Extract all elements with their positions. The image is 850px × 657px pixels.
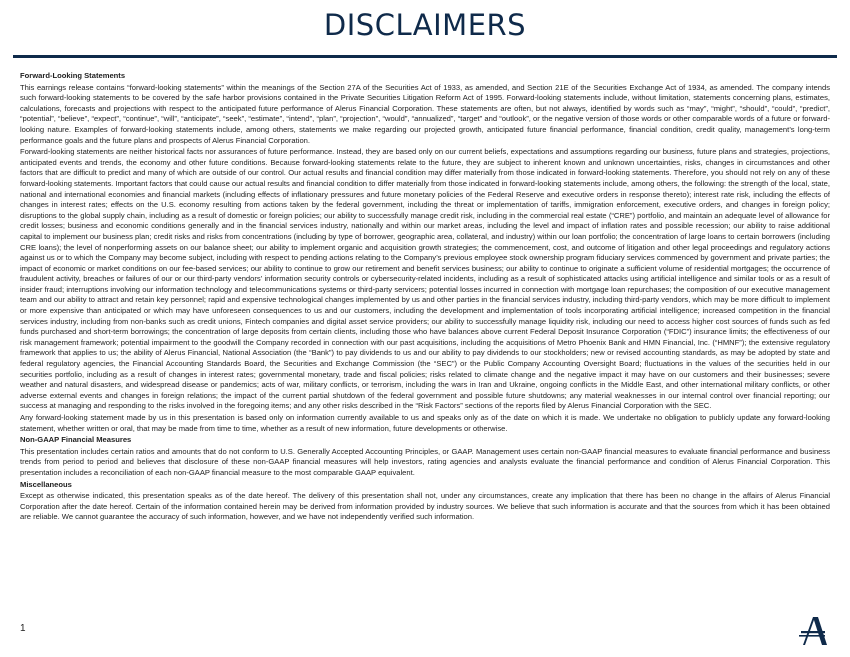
non-gaap-paragraph: This presentation includes certain ratios and amounts that do not conform to U.S. Generally Accepted Accounting Principles, or GAAP. Management uses certain non-GAAP financial measures to evaluate financial performance and business trends from period to period and believes that disclosure of these non-GAAP financial measures will help investors, rating agencies and analysts evaluate the financial performance and condition of Alerus Financial Corporation. This presentation includes a reconciliation of each non-GAAP financial measure to the most comparable GAAP equivalent. — [20, 446, 830, 477]
forward-looking-paragraph-1: This earnings release contains “forward-looking statements” within the meanings of the Section 27A of the Securities Act of 1933, as amended, and Section 21E of the Securities Exchange Act of 1934, as amended. The company intends such forward-looking statements to be covered by the safe harbor provisions contained in the Private Securities Litigation Reform Act of 1995. Forward-looking statements include, without limitation, statements concerning plans, estimates, calculations, forecasts and projections with respect to the anticipated future performance of Alerus Financial Corporation. These statements are often, but not always, identified by words such as “may”, “might”, “should”, “could”, “predict”, “potential”, “believe”, “expect”, “continue”, “will”, “anticipate”, “seek”, “estimate”, “intend”, “plan”, “projection”, “would”, “annualized”, “target” and “outlook”, or the negative version of those words or other comparable words of a future or forward-looking nature. Examples of forward-looking statements include, among others, statements we make regarding our projected growth, anticipated future financial performance, financial condition, credit quality, management’s long-term performance goals and the future plans and prospects of Alerus Financial Corporation. — [20, 82, 830, 145]
miscellaneous-heading: Miscellaneous — [20, 479, 72, 489]
forward-looking-paragraph-3: Any forward-looking statement made by us in this presentation is based only on information currently available to us and speaks only as of the date on which it is made. We undertake no obligation to publicly update any forward-looking statement, whether written or oral, that may be made from time to time, whether as a result of new information, future developments or otherwise. — [20, 413, 830, 433]
disclaimer-body — [20, 70, 830, 524]
miscellaneous-paragraph: Except as otherwise indicated, this presentation speaks as of the date hereof. The delivery of this presentation shall not, under any circumstances, create any implication that there has been no change in the affairs of Alerus Financial Corporation after the date hereof. Certain of the information contained herein may be derived from information provided by industry sources. We believe that such information is accurate and that the sources from which it has been obtained are reliable. We cannot guarantee the accuracy of such information, however, and we have not independently verified such information. — [20, 491, 830, 522]
forward-looking-paragraph-2: Forward-looking statements are neither historical facts nor assurances of future performance. Instead, they are based only on our current beliefs, expectations and assumptions regarding our business, future plans and strategies, projections, anticipated events and trends, the economy and other future conditions. Because forward-looking statements relate to the future, they are subject to inherent known and unknown uncertainties, risks, changes in circumstances and other factors that are difficult to predict and many of which are outside of our control. Our actual results and financial condition may differ materially from those indicated in forward-looking statements. Therefore, you should not rely on any of these forward-looking statements. Important factors that could cause our actual results and financial condition to differ materially from those indicated in forward-looking statements include, among others, the following: the strength of the local, state, national and international economies and financial markets (including effects of inflationary pressures and future monetary policies of the Federal Reserve and executive orders in response thereto); interest rate risk, including the effects of changes in interest rates; effects on the U.S. economy resulting from actions taken by the federal government, including the threat or implementation of tariffs, immigration enforcement, executive orders, and changes in foreign policy; disruptions to the global supply chain, including as a result of domestic or foreign policies; our ability to successfully manage credit risk, including in the commercial real estate (“CRE”) portfolio, and maintain an adequate level of allowance for credit losses; business and economic conditions generally and in the financial services industry, nationally and within our market areas, including the level and impact of inflation rates and possible recession; our ability to raise additional capital to implement our business plan; credit risks and risks from concentrations (including by type of borrower, geographic area, collateral, and industry) within our loan portfolio; the concentration of large loans to certain borrowers (including CRE loans); the level of nonperforming assets on our balance sheet; our ability to implement organic and acquisition growth strategies; the commencement, cost, and outcome of litigation and other legal proceedings and regulatory actions against us or to which the Company may become subject, including with respect to pending actions relating to the Company’s previous employee stock ownership program fiduciary services commenced by government and private parties; the impact of economic or market conditions on our fee-based services; our ability to continue to grow our retirement and benefit services business; our ability to continue to originate a sufficient volume of residential mortgages; the occurrence of fraudulent activity, breaches or failures of our or our third-party vendors’ information security controls or cybersecurity-related incidents, including as a result of sophisticated attacks using artificial intelligence and similar tools or as a result of insider fraud; interruptions involving our information technology and telecommunications systems or third-party servicers; potential losses incurred in connection with mortgage loan repurchases; the composition of our executive management team and our ability to attract and retain key personnel; rapid and expensive technological changes implemented by us and other parties in the financial services industry, including third-party vendors, which may be more difficult to implement or more expensive than anticipated or which may have unforeseen consequences to us and our customers, including the development and implementation of tools incorporating artificial intelligence; increased competition in the financial services industry, including from non-banks such as credit unions, Fintech companies and digital asset service providers; our ability to successfully manage liquidity risk, including our need to access higher cost sources of funds such as fed funds purchased and short-term borrowings; the concentration of large deposits from certain clients, including those who have balances above current Federal Deposit Insurance Corporation (“FDIC”) insurance limits; the effectiveness of our risk management framework; potential impairment to the goodwill the Company recorded in connection with our past acquisitions, including the acquisitions of Metro Phoenix Bank and HMN Financial, Inc. (“HMNF”); the extensive regulatory framework that applies to us; the ability of Alerus Financial, National Association (the “Bank”) to pay dividends to us and our ability to pay dividends to our stockholders; new or revised accounting standards, as may be adopted by state and federal regulatory agencies, the Financial Accounting Standards Board, the Securities and Exchange Commission (the “SEC”) or the Public Company Accounting Oversight Board; fluctuations in the values of the securities held in our securities portfolio, including as a result of changes in interest rates; governmental monetary, trade and fiscal policies; risks related to climate change and the negative impact it may have on our customers and their businesses; severe weather and natural disasters, and widespread disease or pandemics; acts of war, military conflicts, or terrorism, including the wars in Iran and Ukraine, ongoing conflicts in the Middle East, and other international military conflicts, or other adverse external events and changes in foreign relations; the impact of the current partial shutdown of the federal government and possible future shutdowns; any material weaknesses in our internal control over financial reporting; our success at managing and responding to the risks involved in the foregoing items; and any other risks described in the “Risk Factors” sections of the reports filed by Alerus Financial Corporation with the SEC. — [20, 147, 830, 411]
forward-looking-heading: Forward-Looking Statements — [20, 71, 126, 80]
logo-graphic — [796, 614, 830, 648]
title-divider — [13, 55, 837, 58]
page-number: 1 — [20, 623, 26, 634]
page-title: DISCLAIMERS — [323, 8, 527, 42]
alerus-a-logo-icon — [796, 614, 830, 648]
non-gaap-heading: Non-GAAP Financial Measures — [20, 435, 132, 445]
